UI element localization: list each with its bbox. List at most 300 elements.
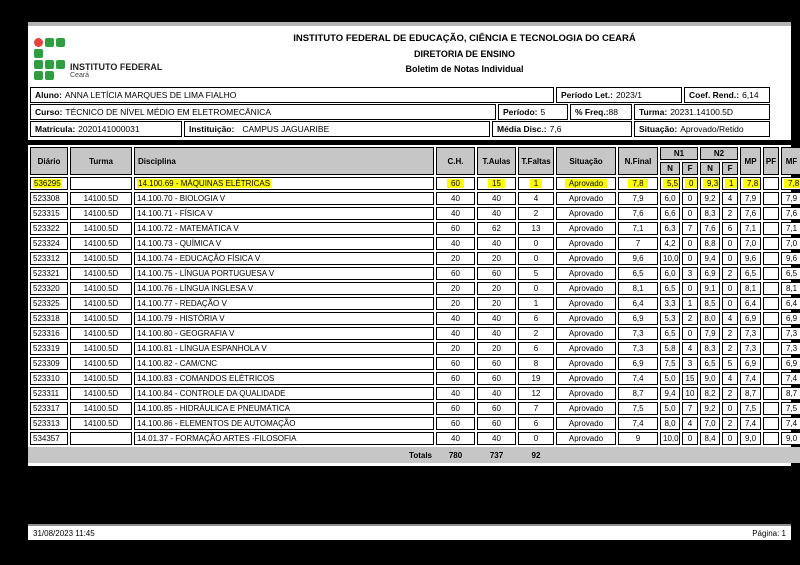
cell-disciplina: 14.01.37 - FORMAÇÃO ARTES -FILOSOFIA xyxy=(134,432,434,445)
cell-n2-f: 0 xyxy=(722,282,738,295)
cell-taulas: 15 xyxy=(477,177,516,190)
cell-n2-n: 8,0 xyxy=(700,312,720,325)
cell-disciplina: 14.100.69 - MÁQUINAS ELÉTRICAS xyxy=(134,177,434,190)
cell-disciplina: 14.100.76 - LÍNGUA INGLESA V xyxy=(134,282,434,295)
col-header-turma: Turma xyxy=(70,147,132,175)
cell-situacao: Aprovado xyxy=(556,417,616,430)
cell-taulas: 40 xyxy=(477,432,516,445)
cell-pf xyxy=(763,387,779,400)
cell-n2-n: 8,8 xyxy=(700,237,720,250)
cell-n1-f: 3 xyxy=(682,357,698,370)
table-row xyxy=(30,417,800,430)
cell-diario: 523311 xyxy=(30,387,68,400)
cell-n2-f: 0 xyxy=(722,402,738,415)
cell-taulas: 60 xyxy=(477,357,516,370)
cell-turma: 14100.5D xyxy=(70,192,132,205)
table-row xyxy=(30,327,800,340)
cell-n1-f: 7 xyxy=(682,222,698,235)
cell-diario: 523322 xyxy=(30,222,68,235)
cell-mf: 7,5 xyxy=(781,402,800,415)
cell-nfinal: 8,7 xyxy=(618,387,658,400)
cell-nfinal: 6,9 xyxy=(618,312,658,325)
cell-nfinal: 6,9 xyxy=(618,357,658,370)
cell-n2-f: 6 xyxy=(722,222,738,235)
cell-n1-f: 0 xyxy=(682,207,698,220)
field-matricula: Matrícula: 2020141000031 xyxy=(30,121,182,137)
cell-mf: 6,9 xyxy=(781,312,800,325)
cell-pf xyxy=(763,282,779,295)
totals-ch: 780 xyxy=(448,450,463,460)
col-header-taulas: T.Aulas xyxy=(477,147,516,175)
cell-mp: 6,9 xyxy=(740,357,761,370)
cell-tfaltas: 5 xyxy=(518,267,554,280)
grades-table-body xyxy=(30,177,800,445)
cell-situacao: Aprovado xyxy=(556,177,616,190)
cell-n1-n: 6,0 xyxy=(660,267,680,280)
cell-taulas: 40 xyxy=(477,312,516,325)
cell-n1-f: 0 xyxy=(682,252,698,265)
cell-n2-f: 4 xyxy=(722,372,738,385)
cell-n1-n: 4,2 xyxy=(660,237,680,250)
cell-diario: 523318 xyxy=(30,312,68,325)
cell-ch: 20 xyxy=(436,297,475,310)
cell-nfinal: 6,5 xyxy=(618,267,658,280)
cell-n1-n: 5,0 xyxy=(660,402,680,415)
cell-disciplina: 14.100.83 - COMANDOS ELÉTRICOS xyxy=(134,372,434,385)
cell-ch: 60 xyxy=(436,372,475,385)
cell-mf: 8,1 xyxy=(781,282,800,295)
cell-diario: 523315 xyxy=(30,207,68,220)
cell-disciplina: 14.100.82 - CAM/CNC xyxy=(134,357,434,370)
cell-mp: 9,0 xyxy=(740,432,761,445)
cell-taulas: 62 xyxy=(477,222,516,235)
col-header-mp: MP xyxy=(740,147,761,175)
cell-pf xyxy=(763,342,779,355)
cell-n2-n: 8,4 xyxy=(700,432,720,445)
cell-ch: 40 xyxy=(436,312,475,325)
cell-mp: 6,9 xyxy=(740,312,761,325)
cell-n2-f: 2 xyxy=(722,387,738,400)
cell-n1-f: 4 xyxy=(682,417,698,430)
cell-disciplina: 14.100.85 - HIDRÁULICA E PNEUMÁTICA xyxy=(134,402,434,415)
table-row xyxy=(30,192,800,205)
col-header-pf: PF xyxy=(763,147,779,175)
cell-n1-f: 2 xyxy=(682,312,698,325)
cell-nfinal: 7,5 xyxy=(618,402,658,415)
logo-subtitle: Ceará xyxy=(70,72,90,79)
cell-diario: 523321 xyxy=(30,267,68,280)
cell-nfinal: 7,3 xyxy=(618,342,658,355)
cell-tfaltas: 12 xyxy=(518,387,554,400)
cell-turma: 14100.5D xyxy=(70,357,132,370)
cell-nfinal: 7 xyxy=(618,237,658,250)
cell-pf xyxy=(763,222,779,235)
cell-situacao: Aprovado xyxy=(556,192,616,205)
cell-n1-f: 0 xyxy=(682,192,698,205)
cell-situacao: Aprovado xyxy=(556,342,616,355)
cell-ch: 60 xyxy=(436,267,475,280)
cell-taulas: 20 xyxy=(477,252,516,265)
cell-tfaltas: 6 xyxy=(518,417,554,430)
cell-n2-n: 6,5 xyxy=(700,357,720,370)
cell-mp: 7,8 xyxy=(740,177,761,190)
cell-n1-n: 6,5 xyxy=(660,327,680,340)
cell-n2-n: 8,3 xyxy=(700,342,720,355)
cell-n1-n: 6,6 xyxy=(660,207,680,220)
cell-mp: 6,5 xyxy=(740,267,761,280)
report-page xyxy=(28,22,800,466)
cell-situacao: Aprovado xyxy=(556,357,616,370)
cell-pf xyxy=(763,402,779,415)
cell-disciplina: 14.100.72 - MATEMÁTICA V xyxy=(134,222,434,235)
cell-tfaltas: 7 xyxy=(518,402,554,415)
table-row xyxy=(30,357,800,370)
field-instituicao: Instituição: CAMPUS JAGUARIBE xyxy=(184,121,490,137)
field-curso: Curso: TÉCNICO DE NÍVEL MÉDIO EM ELETROMECÂNICA xyxy=(30,104,496,120)
table-row xyxy=(30,177,800,190)
document-header xyxy=(28,26,791,86)
cell-tfaltas: 1 xyxy=(518,297,554,310)
cell-ch: 60 xyxy=(436,357,475,370)
cell-n2-f: 2 xyxy=(722,207,738,220)
totals-label: Totals xyxy=(409,450,432,460)
cell-ch: 40 xyxy=(436,327,475,340)
cell-disciplina: 14.100.71 - FÍSICA V xyxy=(134,207,434,220)
cell-diario: 523320 xyxy=(30,282,68,295)
cell-n2-f: 2 xyxy=(722,267,738,280)
cell-ch: 60 xyxy=(436,222,475,235)
table-row xyxy=(30,237,800,250)
cell-nfinal: 6,4 xyxy=(618,297,658,310)
cell-ch: 20 xyxy=(436,282,475,295)
cell-mp: 7,3 xyxy=(740,342,761,355)
cell-situacao: Aprovado xyxy=(556,207,616,220)
cell-n2-n: 8,2 xyxy=(700,387,720,400)
cell-pf xyxy=(763,267,779,280)
cell-taulas: 60 xyxy=(477,267,516,280)
cell-diario: 523316 xyxy=(30,327,68,340)
cell-pf xyxy=(763,327,779,340)
cell-mf: 6,5 xyxy=(781,267,800,280)
cell-mf: 7,3 xyxy=(781,342,800,355)
cell-n2-n: 8,3 xyxy=(700,207,720,220)
cell-nfinal: 7,3 xyxy=(618,327,658,340)
cell-ch: 40 xyxy=(436,387,475,400)
cell-mf: 6,9 xyxy=(781,357,800,370)
cell-n1-f: 1 xyxy=(682,297,698,310)
cell-nfinal: 7,8 xyxy=(618,177,658,190)
cell-diario: 523325 xyxy=(30,297,68,310)
field-situacao: Situação: Aprovado/Retido xyxy=(634,121,770,137)
cell-n2-n: 7,6 xyxy=(700,222,720,235)
col-header-tfaltas: T.Faltas xyxy=(518,147,554,175)
cell-mp: 7,0 xyxy=(740,237,761,250)
cell-taulas: 40 xyxy=(477,192,516,205)
cell-situacao: Aprovado xyxy=(556,387,616,400)
cell-diario: 523313 xyxy=(30,417,68,430)
cell-n1-n: 5,3 xyxy=(660,312,680,325)
cell-turma: 14100.5D xyxy=(70,207,132,220)
cell-turma: 14100.5D xyxy=(70,267,132,280)
cell-n2-f: 1 xyxy=(722,177,738,190)
cell-taulas: 40 xyxy=(477,207,516,220)
report-title: Boletim de Notas Individual xyxy=(405,64,524,74)
cell-mp: 9,6 xyxy=(740,252,761,265)
col-header-nfinal: N.Final xyxy=(618,147,658,175)
department-title: DIRETORIA DE ENSINO xyxy=(413,49,515,59)
cell-diario: 536295 xyxy=(30,177,68,190)
table-row xyxy=(30,282,800,295)
cell-diario: 523317 xyxy=(30,402,68,415)
cell-n2-f: 5 xyxy=(722,357,738,370)
cell-disciplina: 14.100.80 - GEOGRAFIA V xyxy=(134,327,434,340)
table-row xyxy=(30,312,800,325)
cell-ch: 40 xyxy=(436,207,475,220)
cell-taulas: 40 xyxy=(477,237,516,250)
col-header-diario: Diário xyxy=(30,147,68,175)
cell-mp: 8,7 xyxy=(740,387,761,400)
cell-taulas: 40 xyxy=(477,387,516,400)
cell-n1-n: 6,5 xyxy=(660,282,680,295)
field-media-disc: Média Disc.: 7,6 xyxy=(492,121,632,137)
cell-situacao: Aprovado xyxy=(556,282,616,295)
student-info xyxy=(30,87,770,137)
cell-pf xyxy=(763,207,779,220)
cell-situacao: Aprovado xyxy=(556,327,616,340)
cell-mf: 9,0 xyxy=(781,432,800,445)
cell-situacao: Aprovado xyxy=(556,237,616,250)
cell-n1-n: 5,0 xyxy=(660,372,680,385)
institution-title: INSTITUTO FEDERAL DE EDUCAÇÃO, CIÊNCIA E TECNOLOGIA DO CEARÁ xyxy=(293,33,636,44)
cell-tfaltas: 13 xyxy=(518,222,554,235)
cell-turma: 14100.5D xyxy=(70,222,132,235)
cell-taulas: 60 xyxy=(477,417,516,430)
cell-turma: 14100.5D xyxy=(70,237,132,250)
cell-mp: 7,4 xyxy=(740,372,761,385)
cell-n1-f: 4 xyxy=(682,342,698,355)
cell-tfaltas: 4 xyxy=(518,192,554,205)
cell-n2-n: 9,0 xyxy=(700,372,720,385)
cell-ch: 40 xyxy=(436,192,475,205)
cell-mf: 8,7 xyxy=(781,387,800,400)
footer-page-number: Página: 1 xyxy=(752,528,786,538)
field-periodo-letivo: Período Let.: 2023/1 xyxy=(556,87,682,103)
cell-turma: 14100.5D xyxy=(70,387,132,400)
cell-ch: 40 xyxy=(436,432,475,445)
table-row xyxy=(30,342,800,355)
cell-n1-n: 8,0 xyxy=(660,417,680,430)
cell-tfaltas: 8 xyxy=(518,357,554,370)
cell-n2-n: 9,1 xyxy=(700,282,720,295)
cell-n1-n: 5,5 xyxy=(660,177,680,190)
cell-turma xyxy=(70,432,132,445)
cell-ch: 60 xyxy=(436,177,475,190)
table-row xyxy=(30,297,800,310)
cell-tfaltas: 0 xyxy=(518,237,554,250)
cell-nfinal: 7,6 xyxy=(618,207,658,220)
cell-n2-f: 4 xyxy=(722,312,738,325)
cell-n2-f: 0 xyxy=(722,432,738,445)
ifce-logo-icon xyxy=(34,38,65,80)
cell-disciplina: 14.100.75 - LÍNGUA PORTUGUESA V xyxy=(134,267,434,280)
cell-n2-n: 7,0 xyxy=(700,417,720,430)
cell-n1-f: 0 xyxy=(682,177,698,190)
cell-mf: 7,0 xyxy=(781,237,800,250)
cell-n1-n: 6,0 xyxy=(660,192,680,205)
col-header-n2-f: F xyxy=(722,162,738,175)
table-row xyxy=(30,252,800,265)
cell-n2-n: 9,2 xyxy=(700,192,720,205)
cell-diario: 523309 xyxy=(30,357,68,370)
cell-mf: 7,4 xyxy=(781,417,800,430)
table-row xyxy=(30,267,800,280)
cell-ch: 60 xyxy=(436,402,475,415)
cell-mp: 7,1 xyxy=(740,222,761,235)
cell-n1-f: 3 xyxy=(682,267,698,280)
cell-pf xyxy=(763,357,779,370)
cell-mf: 7,4 xyxy=(781,372,800,385)
cell-tfaltas: 2 xyxy=(518,327,554,340)
col-header-situacao: Situação xyxy=(556,147,616,175)
totals-taulas: 737 xyxy=(489,450,504,460)
cell-n2-f: 2 xyxy=(722,327,738,340)
cell-nfinal: 9,6 xyxy=(618,252,658,265)
cell-mf: 9,6 xyxy=(781,252,800,265)
cell-disciplina: 14.100.73 - QUÍMICA V xyxy=(134,237,434,250)
cell-situacao: Aprovado xyxy=(556,267,616,280)
cell-diario: 523308 xyxy=(30,192,68,205)
cell-ch: 60 xyxy=(436,417,475,430)
cell-taulas: 20 xyxy=(477,282,516,295)
cell-n1-n: 6,3 xyxy=(660,222,680,235)
cell-n2-f: 2 xyxy=(722,342,738,355)
cell-nfinal: 7,1 xyxy=(618,222,658,235)
cell-mp: 7,4 xyxy=(740,417,761,430)
cell-disciplina: 14.100.81 - LÍNGUA ESPANHOLA V xyxy=(134,342,434,355)
cell-diario: 523310 xyxy=(30,372,68,385)
cell-turma xyxy=(70,177,132,190)
cell-n1-n: 10,0 xyxy=(660,432,680,445)
cell-n2-n: 9,4 xyxy=(700,252,720,265)
totals-tfaltas: 92 xyxy=(531,450,541,460)
cell-disciplina: 14.100.79 - HISTÓRIA V xyxy=(134,312,434,325)
cell-pf xyxy=(763,192,779,205)
table-row xyxy=(30,402,800,415)
cell-turma: 14100.5D xyxy=(70,342,132,355)
cell-pf xyxy=(763,417,779,430)
cell-n1-n: 9,4 xyxy=(660,387,680,400)
cell-turma: 14100.5D xyxy=(70,252,132,265)
cell-tfaltas: 2 xyxy=(518,207,554,220)
cell-n1-f: 0 xyxy=(682,282,698,295)
cell-n1-n: 7,5 xyxy=(660,357,680,370)
cell-mf: 6,4 xyxy=(781,297,800,310)
cell-mp: 7,3 xyxy=(740,327,761,340)
logo-red-dot xyxy=(34,38,43,47)
cell-n2-n: 9,3 xyxy=(700,177,720,190)
cell-turma: 14100.5D xyxy=(70,402,132,415)
cell-mf: 7,3 xyxy=(781,327,800,340)
cell-turma: 14100.5D xyxy=(70,417,132,430)
col-header-disciplina: Disciplina xyxy=(134,147,434,175)
cell-nfinal: 7,4 xyxy=(618,372,658,385)
cell-n2-f: 0 xyxy=(722,252,738,265)
cell-n1-f: 0 xyxy=(682,327,698,340)
cell-disciplina: 14.100.74 - EDUCAÇÃO FÍSICA V xyxy=(134,252,434,265)
cell-tfaltas: 19 xyxy=(518,372,554,385)
cell-n2-f: 0 xyxy=(722,237,738,250)
footer-datetime: 31/08/2023 11:45 xyxy=(33,528,95,538)
cell-mp: 8,1 xyxy=(740,282,761,295)
page-footer xyxy=(28,524,791,540)
cell-taulas: 20 xyxy=(477,297,516,310)
cell-n2-n: 6,9 xyxy=(700,267,720,280)
cell-n1-f: 0 xyxy=(682,432,698,445)
cell-nfinal: 8,1 xyxy=(618,282,658,295)
cell-n1-f: 15 xyxy=(682,372,698,385)
cell-diario: 523319 xyxy=(30,342,68,355)
cell-n1-f: 0 xyxy=(682,237,698,250)
cell-tfaltas: 6 xyxy=(518,342,554,355)
cell-pf xyxy=(763,297,779,310)
cell-n2-n: 9,2 xyxy=(700,402,720,415)
col-header-n1: N1 xyxy=(660,147,698,160)
cell-n1-n: 3,3 xyxy=(660,297,680,310)
cell-taulas: 60 xyxy=(477,372,516,385)
cell-n1-f: 10 xyxy=(682,387,698,400)
field-aluno: Aluno: ANNA LETÍCIA MARQUES DE LIMA FIALHO xyxy=(30,87,554,103)
cell-n2-f: 2 xyxy=(722,417,738,430)
cell-ch: 20 xyxy=(436,252,475,265)
cell-turma: 14100.5D xyxy=(70,282,132,295)
cell-turma: 14100.5D xyxy=(70,297,132,310)
cell-situacao: Aprovado xyxy=(556,372,616,385)
col-header-n1-n: N xyxy=(660,162,680,175)
cell-mf: 7,9 xyxy=(781,192,800,205)
cell-mf: 7,8 xyxy=(781,177,800,190)
totals-row xyxy=(28,447,800,463)
cell-n2-n: 8,5 xyxy=(700,297,720,310)
cell-nfinal: 7,9 xyxy=(618,192,658,205)
document-titles xyxy=(138,33,791,74)
cell-pf xyxy=(763,177,779,190)
cell-taulas: 40 xyxy=(477,327,516,340)
cell-diario: 523312 xyxy=(30,252,68,265)
col-header-n1-f: F xyxy=(682,162,698,175)
cell-pf xyxy=(763,372,779,385)
table-row xyxy=(30,387,800,400)
col-header-n2: N2 xyxy=(700,147,738,160)
cell-mp: 7,9 xyxy=(740,192,761,205)
cell-n2-n: 7,9 xyxy=(700,327,720,340)
cell-ch: 20 xyxy=(436,342,475,355)
field-periodo: Período: 5 xyxy=(498,104,568,120)
cell-n1-f: 7 xyxy=(682,402,698,415)
cell-tfaltas: 0 xyxy=(518,252,554,265)
cell-diario: 534357 xyxy=(30,432,68,445)
cell-turma: 14100.5D xyxy=(70,372,132,385)
table-row xyxy=(30,372,800,385)
cell-mp: 7,6 xyxy=(740,207,761,220)
grades-table xyxy=(28,145,800,447)
cell-n1-n: 5,8 xyxy=(660,342,680,355)
cell-pf xyxy=(763,252,779,265)
cell-pf xyxy=(763,237,779,250)
cell-mp: 7,5 xyxy=(740,402,761,415)
cell-pf xyxy=(763,432,779,445)
cell-tfaltas: 1 xyxy=(518,177,554,190)
cell-disciplina: 14.100.84 - CONTROLE DA QUALIDADE xyxy=(134,387,434,400)
